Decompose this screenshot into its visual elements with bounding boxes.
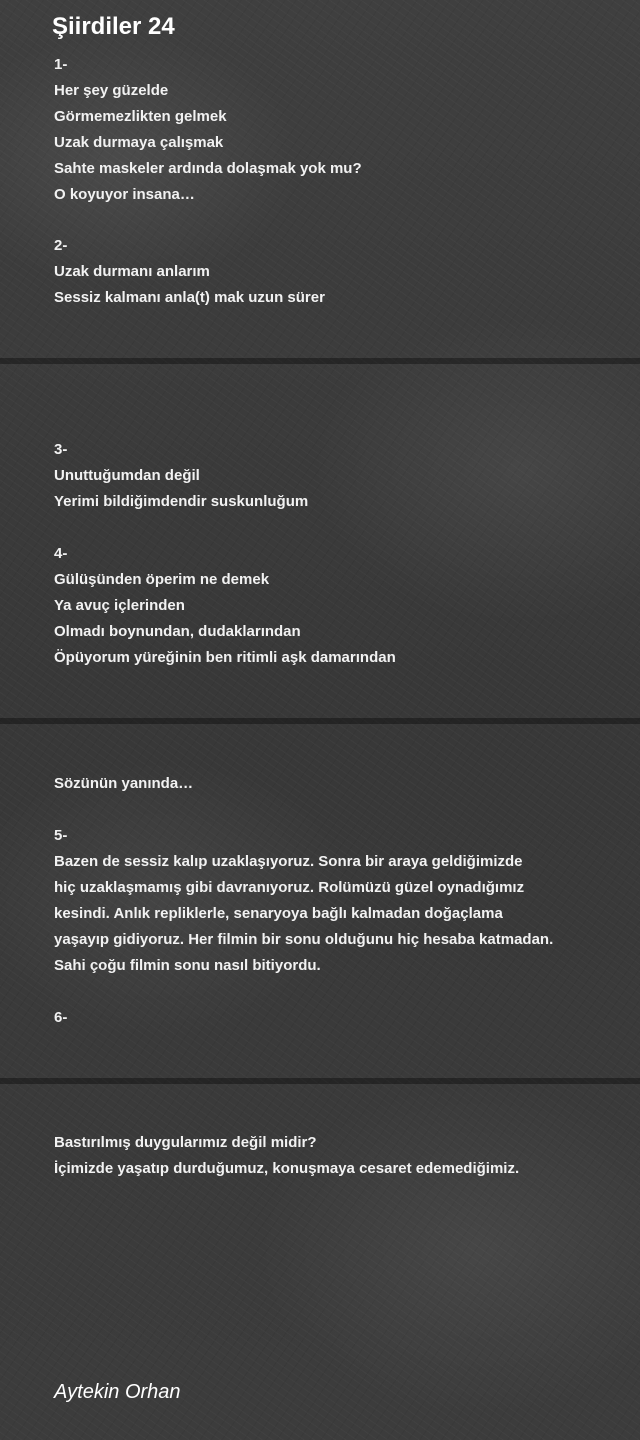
- poem-line: Sözünün yanında…: [54, 775, 194, 792]
- poem-line: Görmemezlikten gelmek: [54, 108, 227, 125]
- poem-line: Yerimi bildiğimdendir suskunluğum: [54, 493, 309, 510]
- poem-line: Sahi çoğu filmin sonu nasıl bitiyordu.: [54, 957, 321, 974]
- stanza-5: [54, 823, 614, 979]
- poem-line: Ya avuç içlerinden: [54, 597, 185, 614]
- poem-line: Bastırılmış duygularımız değil midir?: [54, 1134, 317, 1151]
- poem-line: Olmadı boynundan, dudaklarından: [54, 623, 301, 640]
- poem-line: Sessiz kalmanı anla(t) mak uzun sürer: [54, 289, 325, 306]
- poem-line: Gülüşünden öperim ne demek: [54, 571, 270, 588]
- poem-line: kesindi. Anlık repliklerle, senaryoya bağlı kalmadan doğaçlama: [54, 905, 503, 922]
- panel-divider: [0, 358, 640, 364]
- poem-line: Öpüyorum yüreğinin ben ritimli aşk damarından: [54, 649, 396, 666]
- poem-author: Aytekin Orhan: [54, 1381, 181, 1403]
- stanza-1: [54, 52, 614, 208]
- poem-line: 5-: [54, 827, 68, 844]
- poem-line: Uzak durmanı anlarım: [54, 263, 210, 280]
- poem-line: Unuttuğumdan değil: [54, 467, 200, 484]
- poem-line: hiç uzaklaşmamış gibi davranıyoruz. Rolümüzü güzel oynadığımız: [54, 879, 525, 896]
- poem-line: Bazen de sessiz kalıp uzaklaşıyoruz. Sonra bir araya geldiğimizde: [54, 853, 523, 870]
- poem-title: Şiirdiler 24: [52, 13, 175, 40]
- poem-line: 1-: [54, 56, 68, 73]
- stanza-2: [54, 233, 614, 311]
- poem-line: 3-: [54, 441, 68, 458]
- poem-line: Uzak durmaya çalışmak: [54, 134, 224, 151]
- poem-line: yaşayıp gidiyoruz. Her filmin bir sonu olduğunu hiç hesaba katmadan.: [54, 931, 554, 948]
- poem-line: Sahte maskeler ardında dolaşmak yok mu?: [54, 160, 362, 177]
- panel-divider: [0, 718, 640, 724]
- poem-line: İçimizde yaşatıp durduğumuz, konuşmaya cesaret edemediğimiz.: [54, 1160, 520, 1177]
- stanza-4: [54, 541, 614, 671]
- stanza-7: [54, 1130, 614, 1182]
- poem-line: 6-: [54, 1009, 68, 1026]
- poem-line: Her şey güzelde: [54, 82, 169, 99]
- panel-divider: [0, 1078, 640, 1084]
- stanza-3: [54, 437, 614, 515]
- poem-line: O koyuyor insana…: [54, 186, 195, 203]
- poem-line: 2-: [54, 237, 68, 254]
- poem-line: 4-: [54, 545, 68, 562]
- stanza-continuation: [54, 771, 614, 797]
- stanza-6: [54, 1005, 614, 1031]
